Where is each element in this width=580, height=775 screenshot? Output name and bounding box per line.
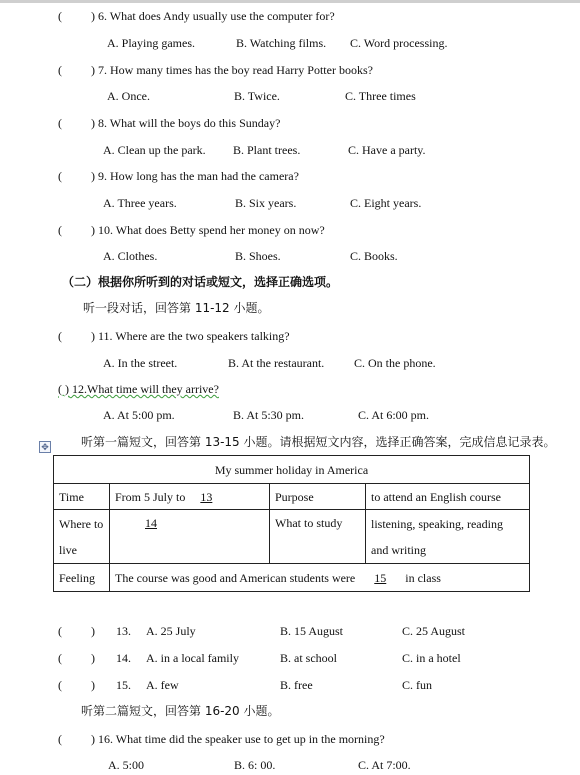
answer-paren: ( (58, 651, 62, 665)
answer-paren-close: ) (91, 651, 95, 665)
q10-option-b: B. Shoes. (235, 249, 281, 263)
q6-option-c: C. Word processing. (350, 36, 448, 50)
question-11-stem: ) 11. Where are the two speakers talking? (91, 329, 290, 343)
q14-option-c: C. in a hotel (402, 651, 461, 665)
q7-option-b: B. Twice. (234, 89, 280, 103)
q12-option-b: B. At 5:30 pm. (233, 408, 305, 422)
answer-paren: ( (58, 9, 62, 23)
answer-paren-close: ) (91, 624, 95, 638)
where-to-live-label (54, 510, 110, 564)
q13-number: 13. (116, 624, 131, 638)
answer-paren: ( (58, 169, 62, 183)
table-title: My summer holiday in America (54, 456, 530, 484)
q8-option-c: C. Have a party. (348, 143, 426, 157)
answer-paren: ( ) (58, 382, 69, 396)
feeling-text: The course was good and American students were (115, 570, 359, 585)
time-label: Time (54, 484, 110, 510)
q10-option-c: C. Books. (350, 249, 398, 263)
q6-option-b: B. Watching films. (236, 36, 327, 50)
passage-2-intro: 听第二篇短文，回答第 16-20 小题。 (81, 704, 280, 718)
q9-option-b: B. Six years. (235, 196, 297, 210)
question-6-stem: ) 6. What does Andy usually use the computer for? (91, 9, 335, 23)
q14-option-b: B. at school (280, 651, 337, 665)
feeling-value (110, 564, 530, 592)
q15-option-c: C. fun (402, 678, 432, 692)
q7-option-c: C. Three times (345, 89, 416, 103)
q13-option-c: C. 25 August (402, 624, 466, 638)
q15-option-b: B. free (280, 678, 313, 692)
answer-paren: ( (58, 624, 62, 638)
q7-option-a: A. Once. (107, 89, 150, 103)
answer-paren: ( (58, 732, 62, 746)
q11-option-b: B. At the restaurant. (228, 356, 325, 370)
question-8-stem: ) 8. What will the boys do this Sunday? (91, 116, 281, 130)
answer-paren: ( (58, 678, 62, 692)
passage-1-intro: 听第一篇短文，回答第 13-15 小题。请根据短文内容，选择正确答案，完成信息记录表。 (81, 435, 556, 449)
q15-number: 15. (116, 678, 131, 692)
top-border (0, 0, 580, 3)
question-16-stem: ) 16. What time did the speaker use to get up in the morning? (91, 732, 385, 746)
what-to-study-label: What to study (270, 510, 366, 564)
info-record-table (53, 455, 530, 592)
q14-number: 14. (116, 651, 131, 665)
purpose-label: Purpose (270, 484, 366, 510)
q8-option-b: B. Plant trees. (233, 143, 301, 157)
answer-paren: ( (58, 223, 62, 237)
study-line1: listening, speaking, reading (371, 516, 503, 531)
answer-paren-close: ) (91, 678, 95, 692)
time-value (110, 484, 270, 510)
where-to-live-line1: Where to (59, 516, 104, 531)
table-move-handle[interactable]: ✥ (39, 441, 51, 453)
q12-option-c: C. At 6:00 pm. (358, 408, 430, 422)
question-12-stem: 12.What time will they arrive? (69, 382, 219, 396)
q13-option-b: B. 15 August (280, 624, 344, 638)
feeling-label: Feeling (54, 564, 110, 592)
blank-14: 14 (145, 516, 157, 530)
dialog-intro: 听一段对话，回答第 11-12 小题。 (83, 301, 270, 315)
question-9-stem: ) 9. How long has the man had the camera? (91, 169, 299, 183)
answer-paren: ( (58, 329, 62, 343)
section-2-heading: （二）根据你所听到的对话或短文，选择正确选项。 (62, 275, 339, 289)
answer-paren: ( (58, 116, 62, 130)
q14-option-a: A. in a local family (146, 651, 239, 665)
feeling-text-end: in class (402, 570, 441, 585)
what-to-study-value (366, 510, 530, 564)
q12-option-a: A. At 5:00 pm. (103, 408, 175, 422)
purpose-value: to attend an English course (366, 484, 530, 510)
time-value-text: From 5 July to (115, 489, 189, 504)
q10-option-a: A. Clothes. (103, 249, 158, 263)
study-line2: and writing (371, 542, 426, 557)
where-to-live-value (110, 510, 270, 564)
q15-option-a: A. few (146, 678, 179, 692)
q11-option-a: A. In the street. (103, 356, 178, 370)
blank-13: 13 (200, 489, 213, 504)
question-12-line (58, 382, 219, 396)
question-7-stem: ) 7. How many times has the boy read Harry Potter books? (91, 63, 373, 77)
blank-15: 15 (374, 570, 387, 585)
q13-option-a: A. 25 July (146, 624, 196, 638)
q8-option-a: A. Clean up the park. (103, 143, 206, 157)
q6-option-a: A. Playing games. (107, 36, 195, 50)
q16-option-b: B. 6: 00. (234, 758, 276, 772)
q16-option-c: C. At 7:00. (358, 758, 411, 772)
q16-option-a: A. 5:00 (108, 758, 144, 772)
where-to-live-line2: live (59, 542, 77, 557)
question-10-stem: ) 10. What does Betty spend her money on now? (91, 223, 325, 237)
q11-option-c: C. On the phone. (354, 356, 436, 370)
q9-option-c: C. Eight years. (350, 196, 422, 210)
answer-paren: ( (58, 63, 62, 77)
q9-option-a: A. Three years. (103, 196, 177, 210)
